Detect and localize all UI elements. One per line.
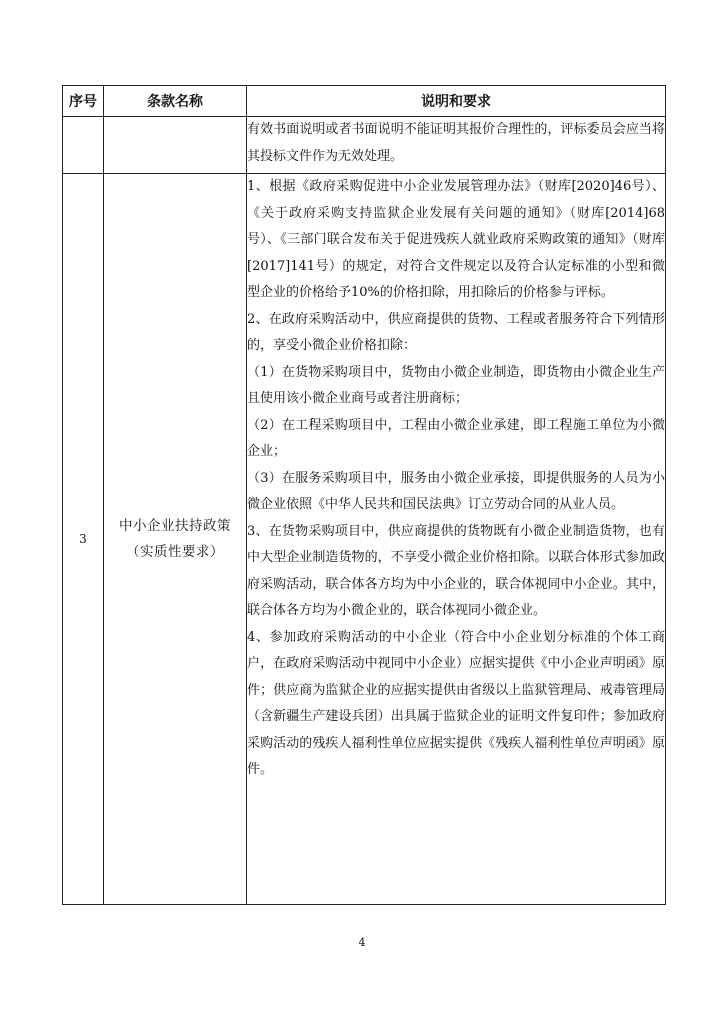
header-clause-name: 条款名称	[104, 86, 247, 117]
row-clause-name	[104, 117, 247, 174]
clause-note: （实质性要求）	[126, 544, 224, 560]
description-paragraph: （3）在服务采购项目中，服务由小微企业承接，即提供服务的人员为小微企业依照《中华人民共和国民法典》订立劳动合同的从业人员。	[247, 470, 665, 512]
description-paragraph: 4、参加政府采购活动的中小企业（符合中小企业划分标准的个体工商户，在政府采购活动中视同中小企业）应据实提供《中小企业声明函》原件；供应商为监狱企业的应据实提供由省级以上监狱管理局、戒毒管理局（含新疆生产建设兵团）出具属于监狱企业的证明文件复印件；参加政府采购活动的残疾人福利性单位应据实提供《残疾人福利性单位声明函》原件。	[247, 629, 665, 777]
description-paragraph: 1、根据《政府采购促进中小企业发展管理办法》（财库[2020]46号）、《关于政府采购支持监狱企业发展有关问题的通知》（财库[2014]68号）、《三部门联合发布关于促进残疾人就业政府采购政策的通知》（财库[2017]141号）的规定，对符合文件规定以及符合认定标准的小型和微型企业的价格给予10%的价格扣除，用扣除后的价格参与评标。	[247, 179, 665, 300]
description-paragraph: （2）在工程采购项目中，工程由小微企业承建，即工程施工单位为小微企业；	[247, 417, 665, 459]
row-clause-name	[104, 174, 247, 905]
requirements-table	[62, 85, 666, 905]
description-paragraph: 3、在货物采购项目中，供应商提供的货物既有小微企业制造货物，也有中大型企业制造货物的，不享受小微企业价格扣除。以联合体形式参加政府采购活动，联合体各方均为中小企业的，联合体视同中小企业。其中，联合体各方均为小微企业的，联合体视同小微企业。	[247, 523, 665, 618]
table-row	[63, 174, 666, 905]
row-seq: 3	[63, 174, 104, 905]
row-description	[247, 174, 666, 905]
description-paragraph: 有效书面说明或者书面说明不能证明其报价合理性的，评标委员会应当将其投标文件作为无效处理。	[247, 122, 665, 164]
clause-title: 中小企业扶持政策	[119, 518, 231, 534]
header-seq: 序号	[63, 86, 104, 117]
header-description: 说明和要求	[247, 86, 666, 117]
table-header-row	[63, 86, 666, 117]
row-description	[247, 117, 666, 174]
description-paragraph: 2、在政府采购活动中，供应商提供的货物、工程或者服务符合下列情形的，享受小微企业价格扣除：	[247, 311, 665, 353]
page-number: 4	[358, 936, 366, 949]
row-seq	[63, 117, 104, 174]
description-paragraph: （1）在货物采购项目中，货物由小微企业制造，即货物由小微企业生产且使用该小微企业商号或者注册商标；	[247, 364, 665, 406]
table-row	[63, 117, 666, 174]
